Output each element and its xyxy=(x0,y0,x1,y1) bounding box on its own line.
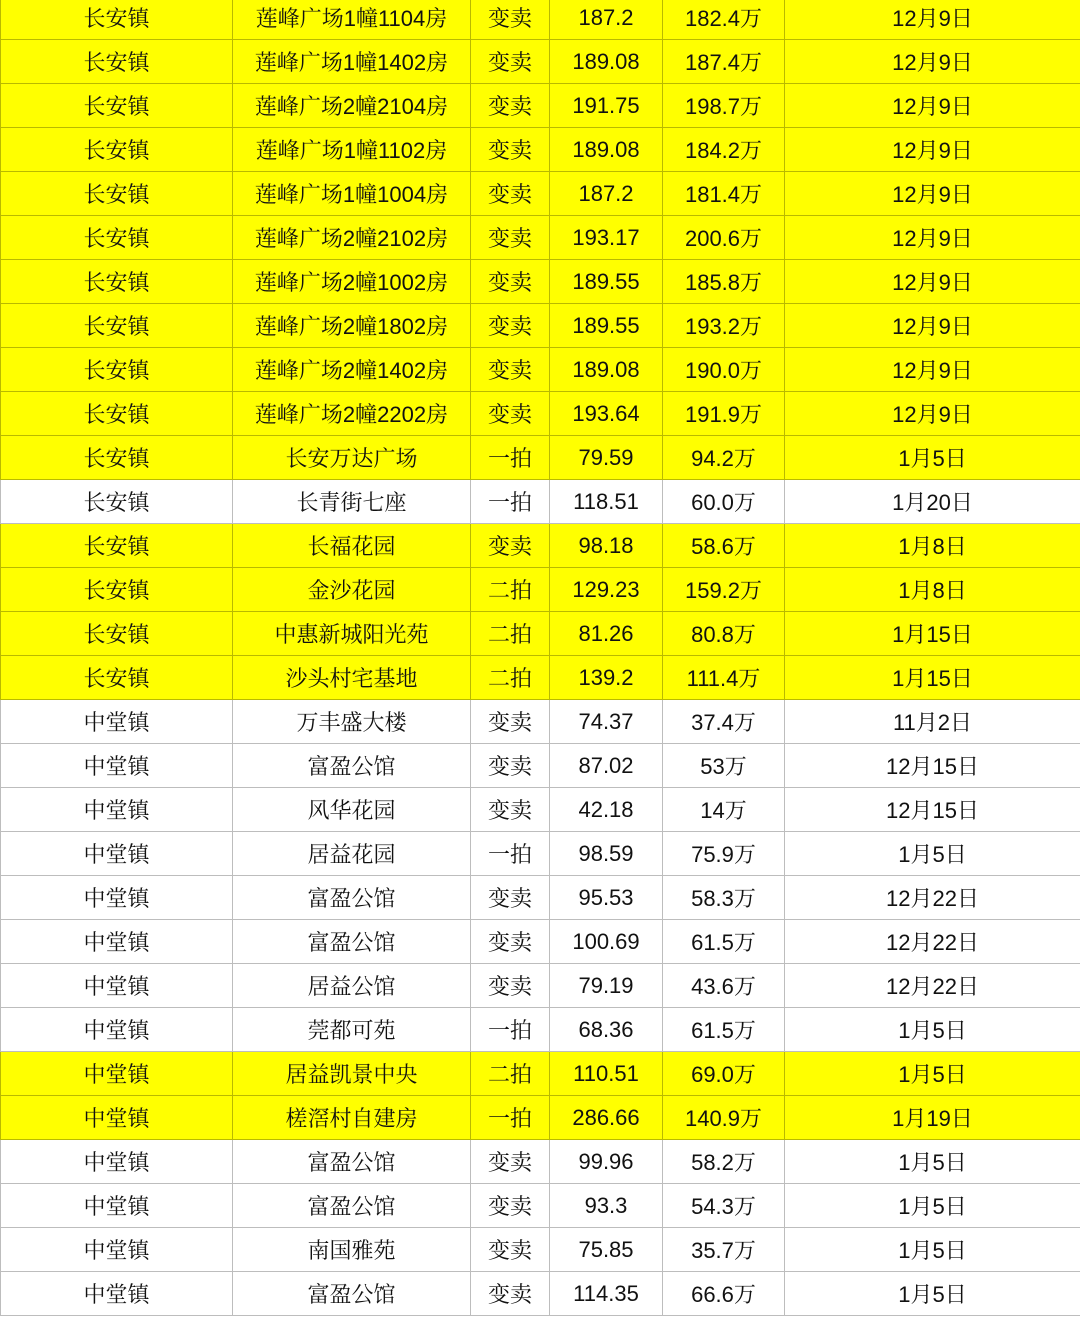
town-cell: 长安镇 xyxy=(1,480,233,524)
area-cell: 191.75 xyxy=(550,84,663,128)
sale-type-cell: 一拍 xyxy=(471,436,550,480)
area-cell: 100.69 xyxy=(550,920,663,964)
sale-type-cell: 一拍 xyxy=(471,1008,550,1052)
date-cell: 12月22日 xyxy=(785,964,1080,1008)
sale-type-cell: 变卖 xyxy=(471,1184,550,1228)
price-cell: 54.3万 xyxy=(663,1184,785,1228)
table-row xyxy=(1,260,1080,304)
town-cell: 长安镇 xyxy=(1,656,233,700)
town-cell: 长安镇 xyxy=(1,612,233,656)
date-cell: 1月5日 xyxy=(785,832,1080,876)
sale-type-cell: 一拍 xyxy=(471,480,550,524)
table-row xyxy=(1,1228,1080,1272)
table-row xyxy=(1,920,1080,964)
sale-type-cell: 变卖 xyxy=(471,744,550,788)
property-cell: 富盈公馆 xyxy=(233,1140,471,1184)
sale-type-cell: 变卖 xyxy=(471,40,550,84)
date-cell: 1月15日 xyxy=(785,612,1080,656)
price-cell: 181.4万 xyxy=(663,172,785,216)
area-cell: 95.53 xyxy=(550,876,663,920)
town-cell: 长安镇 xyxy=(1,84,233,128)
town-cell: 长安镇 xyxy=(1,40,233,84)
price-cell: 53万 xyxy=(663,744,785,788)
date-cell: 1月19日 xyxy=(785,1096,1080,1140)
property-cell: 富盈公馆 xyxy=(233,1272,471,1316)
area-cell: 286.66 xyxy=(550,1096,663,1140)
area-cell: 114.35 xyxy=(550,1272,663,1316)
sale-type-cell: 变卖 xyxy=(471,348,550,392)
price-cell: 14万 xyxy=(663,788,785,832)
date-cell: 11月2日 xyxy=(785,700,1080,744)
area-cell: 189.55 xyxy=(550,260,663,304)
town-cell: 中堂镇 xyxy=(1,1008,233,1052)
table-row xyxy=(1,612,1080,656)
date-cell: 1月5日 xyxy=(785,1008,1080,1052)
area-cell: 139.2 xyxy=(550,656,663,700)
property-cell: 莲峰广场1幢1402房 xyxy=(233,40,471,84)
date-cell: 12月15日 xyxy=(785,788,1080,832)
price-cell: 58.2万 xyxy=(663,1140,785,1184)
price-cell: 140.9万 xyxy=(663,1096,785,1140)
date-cell: 12月9日 xyxy=(785,128,1080,172)
table-row xyxy=(1,1096,1080,1140)
sale-type-cell: 变卖 xyxy=(471,260,550,304)
price-cell: 185.8万 xyxy=(663,260,785,304)
property-cell: 长安万达广场 xyxy=(233,436,471,480)
area-cell: 187.2 xyxy=(550,0,663,40)
table-row xyxy=(1,84,1080,128)
date-cell: 1月15日 xyxy=(785,656,1080,700)
date-cell: 1月5日 xyxy=(785,1272,1080,1316)
date-cell: 1月5日 xyxy=(785,1052,1080,1096)
area-cell: 79.59 xyxy=(550,436,663,480)
property-cell: 中惠新城阳光苑 xyxy=(233,612,471,656)
property-cell: 富盈公馆 xyxy=(233,920,471,964)
table-row xyxy=(1,40,1080,84)
property-cell: 莲峰广场2幢2102房 xyxy=(233,216,471,260)
town-cell: 长安镇 xyxy=(1,216,233,260)
property-cell: 莞都可苑 xyxy=(233,1008,471,1052)
sale-type-cell: 一拍 xyxy=(471,1096,550,1140)
sale-type-cell: 变卖 xyxy=(471,0,550,40)
area-cell: 187.2 xyxy=(550,172,663,216)
sale-type-cell: 变卖 xyxy=(471,1228,550,1272)
property-cell: 富盈公馆 xyxy=(233,1184,471,1228)
price-cell: 191.9万 xyxy=(663,392,785,436)
sale-type-cell: 二拍 xyxy=(471,612,550,656)
town-cell: 长安镇 xyxy=(1,260,233,304)
table-row xyxy=(1,656,1080,700)
property-cell: 莲峰广场2幢2104房 xyxy=(233,84,471,128)
price-cell: 200.6万 xyxy=(663,216,785,260)
town-cell: 中堂镇 xyxy=(1,964,233,1008)
property-cell: 莲峰广场2幢1802房 xyxy=(233,304,471,348)
area-cell: 93.3 xyxy=(550,1184,663,1228)
date-cell: 12月9日 xyxy=(785,84,1080,128)
sale-type-cell: 二拍 xyxy=(471,656,550,700)
table-row xyxy=(1,1052,1080,1096)
area-cell: 189.08 xyxy=(550,348,663,392)
price-cell: 184.2万 xyxy=(663,128,785,172)
table-row xyxy=(1,304,1080,348)
table-row xyxy=(1,568,1080,612)
sale-type-cell: 变卖 xyxy=(471,172,550,216)
price-cell: 80.8万 xyxy=(663,612,785,656)
price-cell: 187.4万 xyxy=(663,40,785,84)
town-cell: 中堂镇 xyxy=(1,788,233,832)
date-cell: 12月15日 xyxy=(785,744,1080,788)
property-cell: 居益公馆 xyxy=(233,964,471,1008)
area-cell: 189.55 xyxy=(550,304,663,348)
sale-type-cell: 变卖 xyxy=(471,524,550,568)
price-cell: 94.2万 xyxy=(663,436,785,480)
area-cell: 129.23 xyxy=(550,568,663,612)
town-cell: 长安镇 xyxy=(1,128,233,172)
table-row xyxy=(1,348,1080,392)
date-cell: 12月22日 xyxy=(785,920,1080,964)
town-cell: 中堂镇 xyxy=(1,1184,233,1228)
price-cell: 61.5万 xyxy=(663,1008,785,1052)
price-cell: 198.7万 xyxy=(663,84,785,128)
town-cell: 中堂镇 xyxy=(1,700,233,744)
table-row xyxy=(1,436,1080,480)
date-cell: 12月9日 xyxy=(785,216,1080,260)
price-cell: 182.4万 xyxy=(663,0,785,40)
date-cell: 1月5日 xyxy=(785,436,1080,480)
town-cell: 中堂镇 xyxy=(1,1228,233,1272)
table-body xyxy=(1,0,1080,1316)
table-row xyxy=(1,788,1080,832)
price-cell: 43.6万 xyxy=(663,964,785,1008)
table-row xyxy=(1,524,1080,568)
town-cell: 长安镇 xyxy=(1,568,233,612)
town-cell: 长安镇 xyxy=(1,392,233,436)
table-row xyxy=(1,1008,1080,1052)
price-cell: 66.6万 xyxy=(663,1272,785,1316)
area-cell: 98.18 xyxy=(550,524,663,568)
date-cell: 12月9日 xyxy=(785,40,1080,84)
town-cell: 长安镇 xyxy=(1,436,233,480)
price-cell: 190.0万 xyxy=(663,348,785,392)
table-row xyxy=(1,480,1080,524)
property-cell: 居益凯景中央 xyxy=(233,1052,471,1096)
area-cell: 42.18 xyxy=(550,788,663,832)
price-cell: 193.2万 xyxy=(663,304,785,348)
town-cell: 中堂镇 xyxy=(1,832,233,876)
sale-type-cell: 变卖 xyxy=(471,216,550,260)
property-cell: 莲峰广场1幢1104房 xyxy=(233,0,471,40)
area-cell: 189.08 xyxy=(550,40,663,84)
table-row xyxy=(1,964,1080,1008)
property-cell: 莲峰广场2幢1402房 xyxy=(233,348,471,392)
date-cell: 12月9日 xyxy=(785,304,1080,348)
table-row xyxy=(1,832,1080,876)
date-cell: 12月22日 xyxy=(785,876,1080,920)
property-cell: 莲峰广场2幢2202房 xyxy=(233,392,471,436)
sale-type-cell: 二拍 xyxy=(471,1052,550,1096)
date-cell: 1月5日 xyxy=(785,1184,1080,1228)
date-cell: 12月9日 xyxy=(785,0,1080,40)
town-cell: 中堂镇 xyxy=(1,1096,233,1140)
town-cell: 中堂镇 xyxy=(1,1052,233,1096)
sale-type-cell: 变卖 xyxy=(471,788,550,832)
price-cell: 60.0万 xyxy=(663,480,785,524)
date-cell: 12月9日 xyxy=(785,172,1080,216)
town-cell: 长安镇 xyxy=(1,0,233,40)
area-cell: 98.59 xyxy=(550,832,663,876)
table-row xyxy=(1,700,1080,744)
area-cell: 193.64 xyxy=(550,392,663,436)
sale-type-cell: 变卖 xyxy=(471,700,550,744)
price-cell: 75.9万 xyxy=(663,832,785,876)
date-cell: 1月20日 xyxy=(785,480,1080,524)
property-cell: 莲峰广场2幢1002房 xyxy=(233,260,471,304)
sale-type-cell: 变卖 xyxy=(471,84,550,128)
town-cell: 长安镇 xyxy=(1,524,233,568)
property-cell: 富盈公馆 xyxy=(233,876,471,920)
table-row xyxy=(1,876,1080,920)
property-cell: 富盈公馆 xyxy=(233,744,471,788)
table-row xyxy=(1,1184,1080,1228)
town-cell: 长安镇 xyxy=(1,172,233,216)
property-cell: 槎滘村自建房 xyxy=(233,1096,471,1140)
sale-type-cell: 变卖 xyxy=(471,128,550,172)
town-cell: 中堂镇 xyxy=(1,920,233,964)
town-cell: 长安镇 xyxy=(1,348,233,392)
property-cell: 莲峰广场1幢1102房 xyxy=(233,128,471,172)
property-cell: 南国雅苑 xyxy=(233,1228,471,1272)
sale-type-cell: 变卖 xyxy=(471,964,550,1008)
price-cell: 35.7万 xyxy=(663,1228,785,1272)
price-cell: 61.5万 xyxy=(663,920,785,964)
property-cell: 长青街七座 xyxy=(233,480,471,524)
town-cell: 中堂镇 xyxy=(1,876,233,920)
table-row xyxy=(1,744,1080,788)
area-cell: 75.85 xyxy=(550,1228,663,1272)
property-cell: 风华花园 xyxy=(233,788,471,832)
price-cell: 69.0万 xyxy=(663,1052,785,1096)
property-cell: 莲峰广场1幢1004房 xyxy=(233,172,471,216)
table-row xyxy=(1,1140,1080,1184)
town-cell: 中堂镇 xyxy=(1,1272,233,1316)
price-cell: 58.6万 xyxy=(663,524,785,568)
date-cell: 12月9日 xyxy=(785,260,1080,304)
property-cell: 万丰盛大楼 xyxy=(233,700,471,744)
area-cell: 68.36 xyxy=(550,1008,663,1052)
area-cell: 74.37 xyxy=(550,700,663,744)
area-cell: 118.51 xyxy=(550,480,663,524)
date-cell: 12月9日 xyxy=(785,348,1080,392)
property-cell: 长福花园 xyxy=(233,524,471,568)
area-cell: 79.19 xyxy=(550,964,663,1008)
area-cell: 110.51 xyxy=(550,1052,663,1096)
area-cell: 189.08 xyxy=(550,128,663,172)
table-row xyxy=(1,216,1080,260)
sale-type-cell: 变卖 xyxy=(471,392,550,436)
area-cell: 99.96 xyxy=(550,1140,663,1184)
sale-type-cell: 变卖 xyxy=(471,876,550,920)
property-cell: 居益花园 xyxy=(233,832,471,876)
price-cell: 58.3万 xyxy=(663,876,785,920)
area-cell: 87.02 xyxy=(550,744,663,788)
sale-type-cell: 二拍 xyxy=(471,568,550,612)
price-cell: 37.4万 xyxy=(663,700,785,744)
date-cell: 1月8日 xyxy=(785,524,1080,568)
table-row xyxy=(1,1272,1080,1316)
sale-type-cell: 一拍 xyxy=(471,832,550,876)
area-cell: 81.26 xyxy=(550,612,663,656)
area-cell: 193.17 xyxy=(550,216,663,260)
date-cell: 12月9日 xyxy=(785,392,1080,436)
table-row xyxy=(1,172,1080,216)
town-cell: 长安镇 xyxy=(1,304,233,348)
date-cell: 1月5日 xyxy=(785,1140,1080,1184)
date-cell: 1月5日 xyxy=(785,1228,1080,1272)
price-cell: 111.4万 xyxy=(663,656,785,700)
sale-type-cell: 变卖 xyxy=(471,1272,550,1316)
sale-type-cell: 变卖 xyxy=(471,1140,550,1184)
table-row xyxy=(1,392,1080,436)
table-row xyxy=(1,128,1080,172)
sale-type-cell: 变卖 xyxy=(471,920,550,964)
property-cell: 金沙花园 xyxy=(233,568,471,612)
date-cell: 1月8日 xyxy=(785,568,1080,612)
town-cell: 中堂镇 xyxy=(1,1140,233,1184)
table-row xyxy=(1,0,1080,40)
price-cell: 159.2万 xyxy=(663,568,785,612)
sale-type-cell: 变卖 xyxy=(471,304,550,348)
property-cell: 沙头村宅基地 xyxy=(233,656,471,700)
town-cell: 中堂镇 xyxy=(1,744,233,788)
